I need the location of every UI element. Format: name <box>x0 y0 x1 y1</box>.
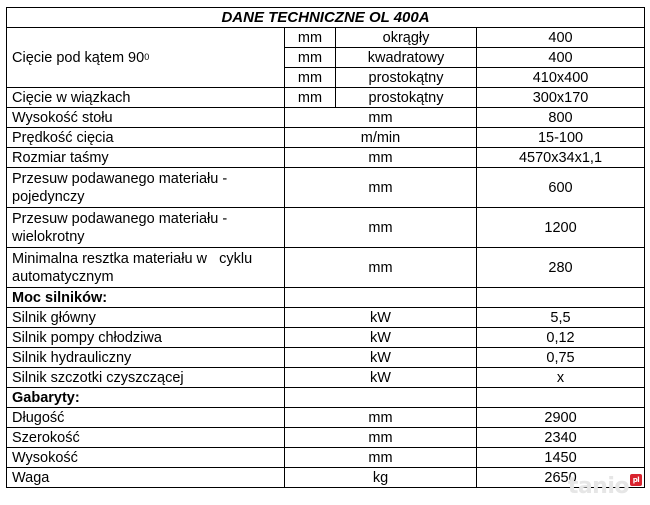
spec-label: Minimalna resztka materiału w cyklu automatycznym <box>7 248 285 288</box>
value-cell: 300x170 <box>477 88 645 108</box>
spec-label: Prędkość cięcia <box>7 128 285 148</box>
empty-cell <box>285 288 477 308</box>
unit-cell: mm <box>285 88 336 108</box>
shape-cell: okrągły <box>336 28 477 48</box>
value-cell: 410x400 <box>477 68 645 88</box>
watermark-logo: tanio pl <box>568 474 642 499</box>
unit-cell: kW <box>285 308 477 328</box>
shape-cell: prostokątny <box>336 88 477 108</box>
watermark-badge: pl <box>630 474 642 486</box>
motor-label: Silnik hydrauliczny <box>7 348 285 368</box>
section-header-dimensions: Gabaryty: <box>7 388 285 408</box>
unit-cell: kW <box>285 348 477 368</box>
value-cell: 2340 <box>477 428 645 448</box>
motor-label: Silnik główny <box>7 308 285 328</box>
value-cell: 15-100 <box>477 128 645 148</box>
value-cell: 280 <box>477 248 645 288</box>
unit-cell: kW <box>285 368 477 388</box>
spec-label: Przesuw podawanego materiału - pojedynczy <box>7 168 285 208</box>
dimension-label: Wysokość <box>7 448 285 468</box>
motor-label: Silnik szczotki czyszczącej <box>7 368 285 388</box>
value-cell: 0,12 <box>477 328 645 348</box>
shape-cell: prostokątny <box>336 68 477 88</box>
unit-cell: mm <box>285 68 336 88</box>
value-cell: 0,75 <box>477 348 645 368</box>
unit-cell: mm <box>285 108 477 128</box>
unit-cell: mm <box>285 208 477 248</box>
value-cell: 1200 <box>477 208 645 248</box>
value-cell: 800 <box>477 108 645 128</box>
cutting-angle-label: Cięcie pod kątem $90^0$ <box>7 28 285 88</box>
value-cell: x <box>477 368 645 388</box>
degree-superscript: 0 <box>144 51 150 62</box>
section-header-motors: Moc silników: <box>7 288 285 308</box>
unit-cell: mm <box>285 48 336 68</box>
value-cell: 2650 <box>477 468 645 488</box>
dimension-label: Długość <box>7 408 285 428</box>
value-cell: 400 <box>477 48 645 68</box>
dimension-label: Szerokość <box>7 428 285 448</box>
spec-label: Przesuw podawanego materiału - wielokrotny <box>7 208 285 248</box>
unit-cell: m/min <box>285 128 477 148</box>
value-cell: 5,5 <box>477 308 645 328</box>
empty-cell <box>285 388 477 408</box>
unit-cell: mm <box>285 168 477 208</box>
technical-data-table <box>6 7 645 488</box>
value-cell: 4570x34x1,1 <box>477 148 645 168</box>
unit-cell: mm <box>285 408 477 428</box>
value-cell: 2900 <box>477 408 645 428</box>
shape-cell: kwadratowy <box>336 48 477 68</box>
value-cell: 1450 <box>477 448 645 468</box>
empty-cell <box>477 288 645 308</box>
unit-cell: mm <box>285 248 477 288</box>
bundle-label: Cięcie w wiązkach <box>7 88 285 108</box>
spec-label: Wysokość stołu <box>7 108 285 128</box>
motor-label: Silnik pompy chłodziwa <box>7 328 285 348</box>
unit-cell: mm <box>285 28 336 48</box>
unit-cell: kg <box>285 468 477 488</box>
unit-cell: mm <box>285 448 477 468</box>
empty-cell <box>477 388 645 408</box>
table-title: DANE TECHNICZNE OL 400A <box>7 8 645 28</box>
unit-cell: mm <box>285 148 477 168</box>
value-cell: 600 <box>477 168 645 208</box>
dimension-label: Waga <box>7 468 285 488</box>
unit-cell: kW <box>285 328 477 348</box>
value-cell: 400 <box>477 28 645 48</box>
unit-cell: mm <box>285 428 477 448</box>
spec-label: Rozmiar taśmy <box>7 148 285 168</box>
